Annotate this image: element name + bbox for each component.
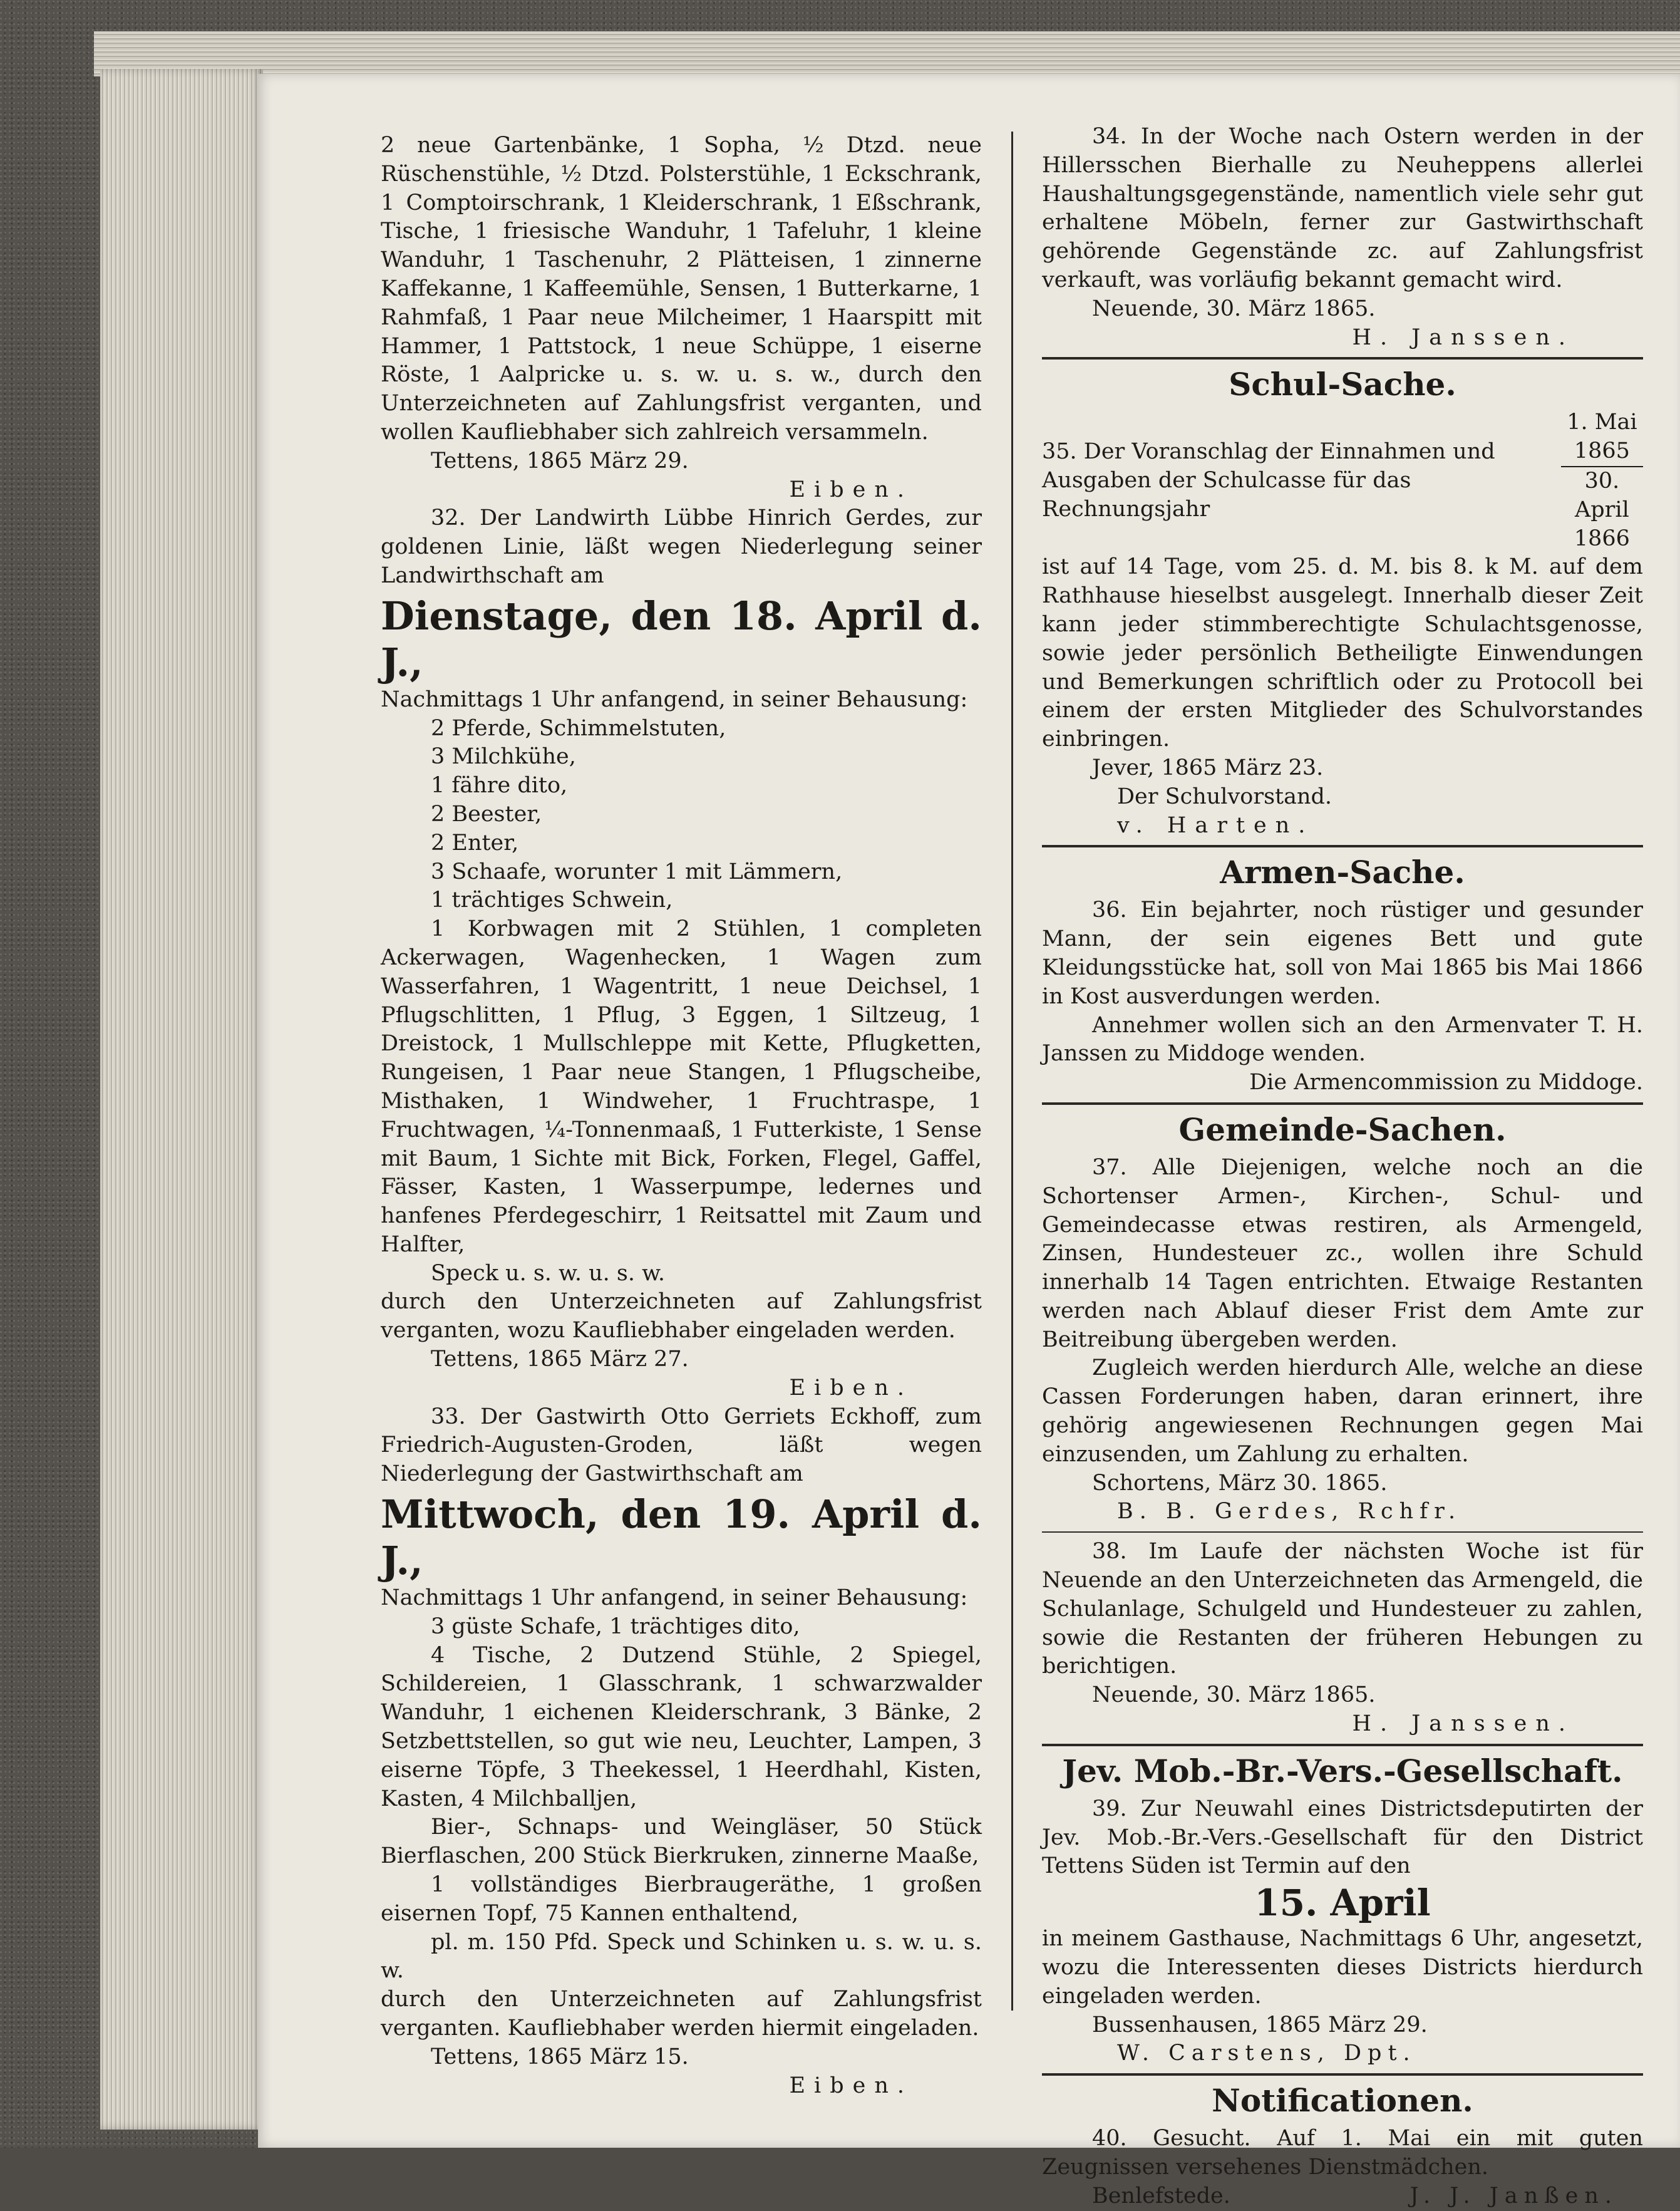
section-rule (1042, 845, 1643, 847)
section-rule (1042, 1531, 1643, 1533)
lot-36-text: 36. Ein bejahrter, noch rüstiger und gesunder Mann, der sein eigenes Bett und gute Kleidungsstücke hat, soll von Mai 1865 bis Mai 1866 in Kost ausverdungen werden. (1042, 898, 1643, 1009)
section-heading-insurance: Jev. Mob.-Br.-Vers.-Gesellschaft. (1062, 1752, 1623, 1789)
book-page-edges (100, 69, 263, 2130)
book-top-edge (94, 31, 1680, 76)
lot-32-speck: Speck u. s. w. u. s. w. (431, 1260, 666, 1286)
lot-33-signature: Eiben. (789, 2073, 913, 2098)
lot-37-text-b: Zugleich werden hierdurch Alle, welche an diese Cassen Forderungen haben, daran erinnert, ihre gehörig angewiesenen Rechnungen gegen Mai einzusenden, um Zahlung zu erhalten. (1042, 1355, 1643, 1467)
lot-33-speck: pl. m. 150 Pfd. Speck und Schinken u. s. w. u. s. w. (381, 1929, 982, 1984)
lot-33-date: Mittwoch, den 19. April d. J., (381, 1491, 982, 1584)
lot-40-text: 40. Gesucht. Auf 1. Mai ein mit guten Zeugnissen versehenes Dienstmädchen. (1042, 2126, 1643, 2180)
lot-37-signature: B. B. Gerdes, Rchfr. (1117, 1499, 1462, 1525)
lot-39-date: 15. April (1254, 1882, 1431, 1925)
section-heading-gemeinde: Gemeinde-Sachen. (1178, 1111, 1507, 1148)
fiscal-year-fraction (1561, 408, 1643, 553)
lot-32-signature: Eiben. (789, 1375, 913, 1401)
section-rule (1042, 357, 1643, 360)
lot-40-place: Benlefstede. (1092, 2183, 1230, 2208)
lot-35-intro: 35. Der Voranschlag der Einnahmen und Ausgaben der Schulcasse für das Rechnungsjahr (1042, 439, 1495, 522)
lot-35-org: Der Schulvorstand. (1117, 784, 1332, 809)
section-rule (1042, 1102, 1643, 1105)
lot-35-place: Jever, 1865 März 23. (1092, 755, 1324, 780)
lot-38-place: Neuende, 30. März 1865. (1092, 1682, 1376, 1708)
lot-33-furniture: 4 Tische, 2 Dutzend Stühle, 2 Spiegel, Schildereien, 1 Glasschrank, 1 schwarzwalder Wanduhr, 1 eichenen Kleiderschrank, 3 Bänke, 2 Setzbettstellen, so gut wie neu, Leuchter, Lampen, 3 eiserne Töpfe, 3 Theekessel, 1 Heerdhahl, Kisten, Kasten, 4 Milchballjen, (381, 1642, 982, 1811)
lot-33-end: durch den Unterzeichneten auf Zahlungsfrist verganten. Kaufliebhaber werden hiermit eingeladen. (381, 1987, 982, 2041)
lot-40-signature: J. J. Janßen. (1409, 2183, 1618, 2208)
lot-39-text: 39. Zur Neuwahl eines Districtsdeputirten der Jev. Mob.-Br.-Vers.-Gesellschaft für den District Tettens Süden ist Termin auf den (1042, 1796, 1643, 1879)
lot-40-footer (1042, 2182, 1643, 2211)
lot-31-place: Tettens, 1865 März 29. (431, 448, 689, 474)
lot-32-item: 2 Enter, (431, 830, 519, 856)
lot-33-time: Nachmittags 1 Uhr anfangend, in seiner Behausung: (381, 1585, 968, 1611)
lot-39-place: Bussenhausen, 1865 März 29. (1092, 2012, 1428, 2038)
lot-32-item: 3 Schaafe, worunter 1 mit Lämmern, (431, 859, 843, 884)
lot-33-glassware: Bier-, Schnaps- und Weingläser, 50 Stück Bierflaschen, 200 Stück Bierkruken, zinnerne Maaße, (381, 1815, 982, 1869)
lot-32-item: 1 fähre dito, (431, 773, 568, 799)
lot-37-text: 37. Alle Diejenigen, welche noch an die Schortenser Armen-, Kirchen-, Schul- und Gemeindecasse etwas restiren, als Armengeld, Zinsen, Hundesteuer zc., wollen ihre Schuld innerhalb 14 Tagen entrichten. Etwaige Restanten werden nach Ablauf dieser Frist dem Amte zur Beitreibung übergeben werden. (1042, 1154, 1643, 1352)
section-heading-notifications: Notificationen. (1212, 2082, 1473, 2120)
section-rule (1042, 2073, 1643, 2076)
lot-35-budget-line (1042, 408, 1643, 553)
left-column (381, 132, 982, 2100)
lot-34-text: 34. In der Woche nach Ostern werden in der Hillersschen Bierhalle zu Neuheppens allerlei Haushaltungsgegenstände, namentlich viele sehr gut erhaltene Möbeln, ferner zur Gastwirthschaft gehörende Gegenstände zc. auf Zahlungsfrist verkauft, was vorläufig bekannt gemacht wird. (1042, 124, 1643, 293)
lot-32-item: 2 Beester, (431, 801, 542, 827)
lot-37-place: Schortens, März 30. 1865. (1092, 1470, 1388, 1496)
lot-34-place: Neuende, 30. März 1865. (1092, 296, 1376, 321)
lot-35-signature: v. Harten. (1117, 812, 1314, 838)
lot-31-text: 2 neue Gartenbänke, 1 Sopha, ½ Dtzd. neue Rüschenstühle, ½ Dtzd. Polsterstühle, 1 Eckschrank, 1 Comptoirschrank, 1 Kleiderschrank, 1 Eßschrank, Tische, 1 friesische Wanduhr, 1 Tafeluhr, 1 kleine Wanduhr, 1 Taschenuhr, 2 Plätteisen, 1 zinnerne Kaffekanne, 1 Kaffeemühle, Sensen, 1 Butterkarne, 1 Rahmfaß, 1 Paar neue Milcheimer, 1 Haarspitt mit Hammer, 1 Pattstock, 1 neue Schüppe, 1 eiserne Röste, 1 Aalpricke u. s. w. u. s. w., durch den Unterzeichneten auf Zahlungsfrist verganten, und wollen Kaufliebhaber sich zahlreich versammeln. (381, 133, 982, 445)
lot-32-item: 2 Pferde, Schimmelstuten, (431, 715, 726, 741)
fiscal-year-start: 1. Mai 1865 (1561, 408, 1643, 467)
right-column (1042, 123, 1643, 2211)
lot-33-brewing: 1 vollständiges Bierbraugeräthe, 1 großen eisernen Topf, 75 Kannen enthaltend, (381, 1872, 982, 1926)
lot-32-equipment: 1 Korbwagen mit 2 Stühlen, 1 completen Ackerwagen, Wagenhecken, 1 Wagen zum Wasserfahren, 1 Wagentritt, 1 neue Deichsel, 1 Pflugschlitten, 1 Pflug, 3 Eggen, 1 Siltzeug, 1 Dreistock, 1 Mullschleppe mit Kette, Pflugketten, Rungeisen, 1 Paar neue Stangen, 1 Pflugscheibe, Misthaken, 1 Windweher, 1 Fruchtraspe, 1 Fruchtwagen, ¼-Tonnenmaaß, 1 Futterkiste, 1 Sense mit Baum, 1 Sichte mit Bick, Forken, Flegel, Gaffel, Fässer, Kasten, 1 Wasserpumpe, ledernes und hanfenes Pferdegeschirr, 1 Reitsattel mit Zaum und Halfter, (381, 916, 982, 1257)
lot-32-place: Tettens, 1865 März 27. (431, 1347, 689, 1372)
lot-32-end: durch den Unterzeichneten auf Zahlungsfrist verganten, wozu Kaufliebhaber eingeladen werden. (381, 1289, 982, 1344)
lot-36-signature: Die Armencommission zu Middoge. (1249, 1070, 1643, 1095)
lot-34-signature: H. Janssen. (1352, 324, 1574, 350)
column-divider (1011, 132, 1013, 2011)
fiscal-year-end: 30. April 1866 (1574, 468, 1630, 551)
lot-32-time: Nachmittags 1 Uhr anfangend, in seiner Behausung: (381, 686, 968, 712)
lot-39-signature: W. Carstens, Dpt. (1117, 2041, 1416, 2066)
lot-33-place: Tettens, 1865 März 15. (431, 2044, 689, 2069)
lot-35-text: ist auf 14 Tage, vom 25. d. M. bis 8. k M. auf dem Rathhause hieselbst ausgelegt. Innerhalb dieser Zeit kann jeder stimmberechtigte Schulachtsgenosse, sowie jeder persönlich Betheiligte Einwendungen und Bemerkungen schriftlich oder zu Protocoll bei einem der ersten Mitglieder des Schulvorstandes einbringen. (1042, 554, 1643, 752)
lot-33-intro: 33. Der Gastwirth Otto Gerriets Eckhoff, zum Friedrich-Augusten-Groden, läßt wegen Niederlegung der Gastwirthschaft am (381, 1404, 982, 1487)
lot-39-text-b: in meinem Gasthause, Nachmittags 6 Uhr, angesetzt, wozu die Interessenten dieses Districts hierdurch eingeladen werden. (1042, 1926, 1643, 2009)
lot-38-text: 38. Im Laufe der nächsten Woche ist für Neuende an den Unterzeichneten das Armengeld, die Schulanlage, Schulgeld und Hundesteuer zu zahlen, sowie die Restanten der früheren Hebungen zu berichtigen. (1042, 1539, 1643, 1679)
lot-32-item: 3 Milchkühe, (431, 744, 576, 770)
lot-33-livestock: 3 güste Schafe, 1 trächtiges dito, (431, 1613, 800, 1639)
section-rule (1042, 1744, 1643, 1746)
section-heading-armen: Armen-Sache. (1220, 854, 1465, 891)
lot-36-contact: Annehmer wollen sich an den Armenvater T. H. Janssen zu Middoge wenden. (1042, 1012, 1643, 1067)
lot-38-signature: H. Janssen. (1352, 1711, 1574, 1737)
lot-31-signature: Eiben. (789, 477, 913, 502)
lot-32-item: 1 trächtiges Schwein, (431, 888, 673, 913)
lot-32-date: Dienstage, den 18. April d. J., (381, 593, 982, 685)
section-heading-schul: Schul-Sache. (1229, 366, 1456, 403)
lot-32-intro: 32. Der Landwirth Lübbe Hinrich Gerdes, zur goldenen Linie, läßt wegen Niederlegung seiner Landwirthschaft am (381, 505, 982, 588)
